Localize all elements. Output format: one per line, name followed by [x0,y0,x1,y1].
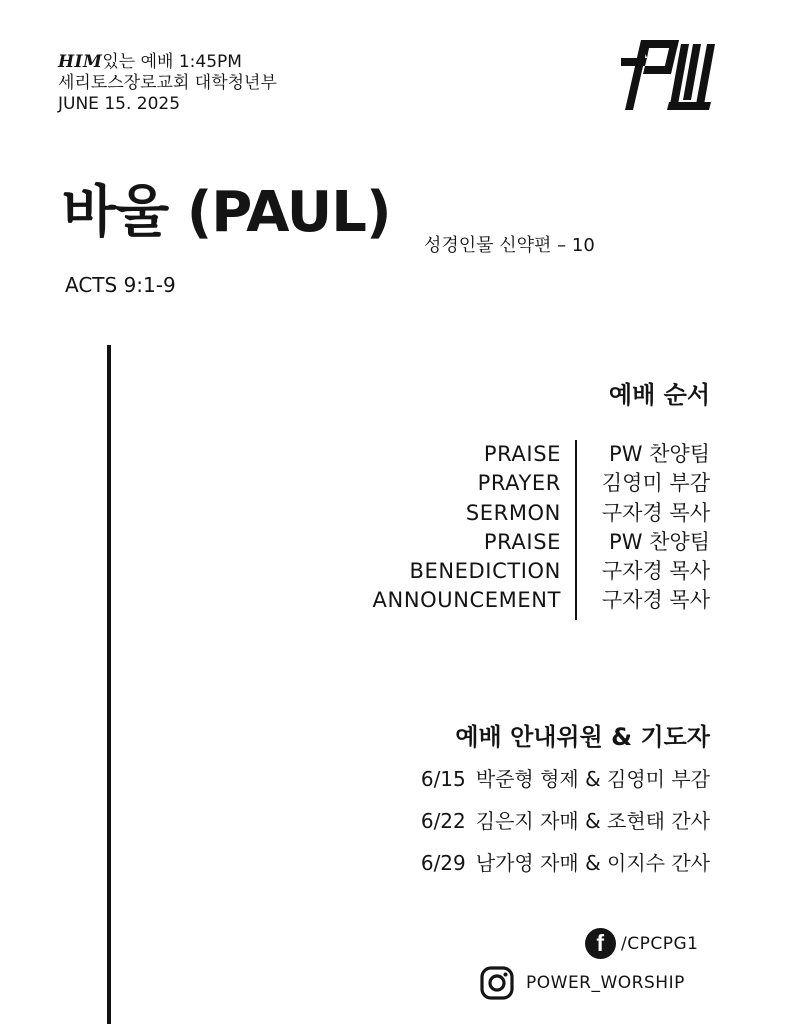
sermon-series: 성경인물 신약편 – 10 [424,235,595,256]
him-label: HIM [58,52,103,72]
bulletin-date: JUNE 15. 2025 [58,94,181,114]
order-part: ANNOUNCEMENT [372,588,561,613]
service-time-line [58,52,277,73]
pw-logo-icon [621,38,717,111]
usher-names: 김은지 자매 & 조현태 간사 [475,809,710,833]
order-divider [575,440,577,620]
facebook-handle: /CPCPG1 [621,933,699,954]
order-part: SERMON [465,500,561,525]
order-leader: PW 찬양팀 [609,529,710,554]
vertical-divider [107,345,111,1024]
usher-row [421,846,710,888]
facebook-link[interactable] [585,928,698,959]
ushers-list [421,762,710,888]
order-leader: 구자경 목사 [601,559,710,584]
instagram-link[interactable] [480,966,685,1000]
usher-row [421,804,710,846]
instagram-icon [480,966,514,1000]
usher-date: 6/22 [420,809,466,833]
church-name: 세리토스장로교회 대학청년부 [58,73,277,93]
ushers-title: 예배 안내위원 & 기도자 [455,723,710,751]
order-leader: 김영미 부감 [601,471,710,496]
facebook-icon: f [585,928,616,959]
bulletin-header [58,52,277,115]
usher-row [421,762,710,804]
order-leader: 구자경 목사 [601,588,710,613]
instagram-handle: POWER_WORSHIP [526,973,685,993]
service-time: 있는 예배 1:45PM [102,52,242,72]
order-part: PRAISE [483,529,561,554]
order-leaders-list [602,440,710,616]
order-leader: PW 찬양팀 [609,442,710,466]
order-part: PRAYER [477,471,561,496]
usher-names: 박준형 형제 & 김영미 부감 [475,767,710,791]
order-part: PRAISE [483,442,561,466]
usher-date: 6/29 [420,851,466,875]
scripture-reference: ACTS 9:1-9 [65,273,176,297]
sermon-title: 바울 (PAUL) [62,180,391,245]
order-part: BENEDICTION [409,559,561,584]
usher-date: 6/15 [420,767,466,791]
order-leader: 구자경 목사 [601,500,710,525]
order-of-worship-title: 예배 순서 [608,381,710,409]
order-parts-list [373,440,561,616]
usher-names: 남가영 자매 & 이지수 간사 [475,851,710,875]
